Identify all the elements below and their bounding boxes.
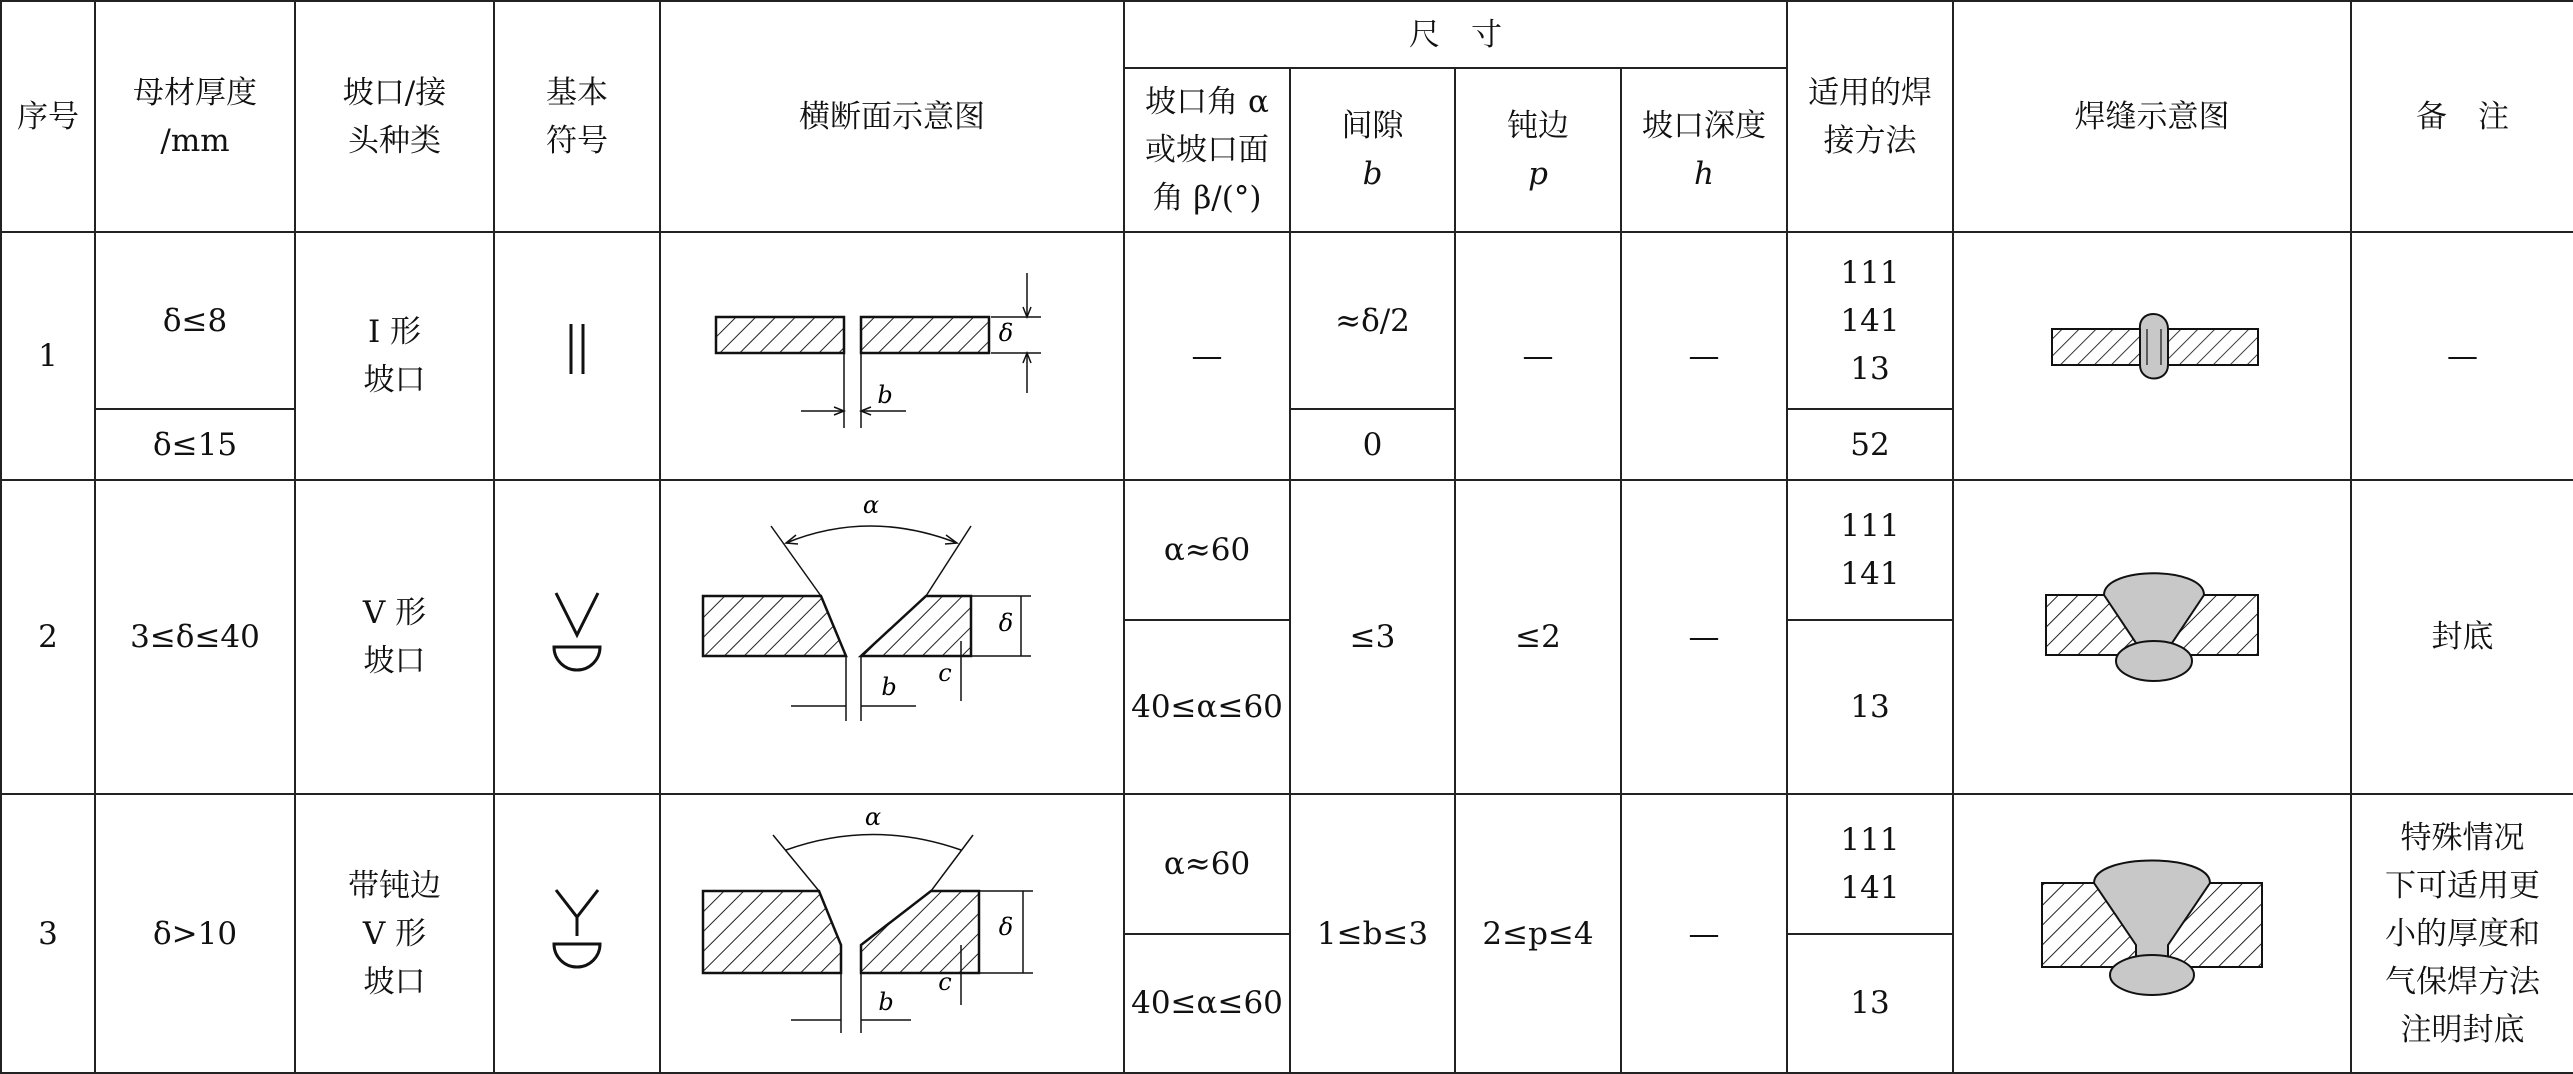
row3-groove-type-line-0: 带钝边 — [348, 867, 441, 904]
row3-c-label: c — [938, 968, 952, 996]
row3-root-face: 2≤p≤4 — [1455, 794, 1621, 1073]
row3-weld-method-a-line-0: 111 — [1840, 821, 1900, 858]
header-groove-angle-line-1: 或坡口面 — [1145, 132, 1269, 168]
row3-thickness: δ>10 — [95, 794, 295, 1073]
header-basic-symbol — [494, 1, 660, 232]
row2-groove-type-line-1: 坡口 — [363, 643, 426, 679]
row2-seq: 2 — [1, 480, 95, 794]
row1-delta-label: δ — [998, 319, 1014, 347]
header-cross-section — [660, 1, 1124, 232]
header-thickness-line-0: 母材厚度 — [133, 74, 257, 111]
header-groove-type — [295, 1, 494, 232]
row3-remark-line-1: 下可适用更 — [2385, 867, 2540, 904]
row3-remark-line-3: 气保焊方法 — [2385, 963, 2540, 1000]
header-basic-symbol-line-0: 基本 — [546, 74, 608, 111]
header-groove-depth-line-0: 坡口深度 — [1642, 108, 1766, 144]
header-groove-depth — [1621, 68, 1787, 232]
header-root-face-line-1: p — [1528, 156, 1548, 192]
row2-weld-sketch — [1953, 480, 2351, 794]
row2-remark: 封底 — [2351, 480, 2573, 794]
row2-b-label: b — [881, 673, 897, 701]
row1-groove-angle: — — [1124, 232, 1290, 480]
row1-gap-b: 0 — [1290, 409, 1455, 480]
header-root-face — [1455, 68, 1621, 232]
row2-weld-diagram — [1954, 481, 2351, 779]
row1-weld-method-a — [1787, 232, 1953, 409]
row3-groove-angle-b: 40≤α≤60 — [1124, 934, 1290, 1074]
row2-c-label: c — [938, 659, 952, 687]
header-groove-angle-line-2: 角 β/(°) — [1152, 180, 1262, 216]
row2-weld-method-a — [1787, 480, 1953, 620]
header-weld-method-line-1: 接方法 — [1823, 122, 1917, 159]
row3-gap: 1≤b≤3 — [1290, 794, 1455, 1073]
row1-weld-diagram — [1954, 233, 2351, 465]
header-thickness — [95, 1, 295, 232]
row2-groove-angle-b: 40≤α≤60 — [1124, 620, 1290, 794]
row3-seq: 3 — [1, 794, 95, 1073]
row1-groove-type-line-0: I 形 — [367, 314, 422, 350]
header-groove-type-line-1: 头种类 — [348, 122, 441, 159]
row1-gap-a: ≈δ/2 — [1290, 232, 1455, 409]
header-groove-angle — [1124, 68, 1290, 232]
row3-weld-method-b — [1787, 934, 1953, 1074]
header-weld-sketch — [1953, 1, 2351, 232]
row3-remark-line-4: 注明封底 — [2400, 1011, 2525, 1048]
row2-weld-method-b — [1787, 620, 1953, 794]
row2-section-diagram — [661, 481, 1124, 779]
row2-basic-symbol — [494, 480, 660, 794]
header-gap-line-1: b — [1362, 156, 1383, 192]
row2-delta-label: δ — [998, 609, 1014, 637]
row3-weld-method-a-line-1: 141 — [1840, 869, 1900, 906]
row3-cross-section — [660, 794, 1124, 1073]
row3-remark-line-0: 特殊情况 — [2400, 819, 2525, 856]
row1-seq: 1 — [1, 232, 95, 480]
row3-groove-angle-a: α≈60 — [1124, 794, 1290, 934]
row3-weld-method-a — [1787, 794, 1953, 934]
row1-basic-symbol — [494, 232, 660, 480]
row1-groove-depth: — — [1621, 232, 1787, 480]
row2-weld-method-a-line-0: 111 — [1840, 507, 1900, 544]
row3-weld-method-b-line-0: 13 — [1850, 985, 1890, 1022]
row3-groove-type-line-1: V 形 — [362, 915, 427, 952]
row3-alpha-label: α — [864, 803, 882, 831]
row1-weld-method-a-line-0: 111 — [1840, 254, 1900, 291]
row2-groove-type-line-0: V 形 — [362, 595, 427, 631]
row1-cross-section — [660, 232, 1124, 480]
row3-weld-diagram — [1954, 795, 2351, 1058]
header-weld-sketch-line-0: 焊缝示意图 — [2074, 98, 2230, 135]
v-groove-backing-symbol — [542, 575, 612, 685]
row2-weld-method-a-line-1: 141 — [1840, 555, 1900, 592]
i-groove-symbol — [547, 309, 607, 389]
row3-weld-sketch — [1953, 794, 2351, 1073]
row2-thickness: 3≤δ≤40 — [95, 480, 295, 794]
row1-groove-type-line-1: 坡口 — [363, 362, 426, 398]
row3-section-diagram — [661, 795, 1124, 1058]
header-dimension: 尺 寸 — [1124, 1, 1787, 68]
row1-weld-sketch — [1953, 232, 2351, 480]
row1-groove-type — [295, 232, 494, 480]
row1-weld-method-b-line-0: 52 — [1850, 426, 1890, 463]
row2-alpha-label: α — [862, 491, 880, 519]
row1-root-face: — — [1455, 232, 1621, 480]
header-basic-symbol-line-1: 符号 — [546, 122, 608, 159]
row2-cross-section — [660, 480, 1124, 794]
row3-basic-symbol — [494, 794, 660, 1073]
header-cross-section-line-0: 横断面示意图 — [799, 98, 985, 135]
header-weld-method-line-0: 适用的焊 — [1808, 74, 1932, 111]
row2-groove-type — [295, 480, 494, 794]
header-root-face-line-0: 钝边 — [1507, 108, 1569, 144]
row1-weld-method-b — [1787, 409, 1953, 480]
header-groove-angle-line-0: 坡口角 α — [1145, 84, 1269, 120]
row3-groove-type-line-2: 坡口 — [363, 963, 426, 1000]
header-thickness-line-1: /mm — [160, 122, 230, 159]
row1-remark: — — [2351, 232, 2573, 480]
header-groove-depth-line-1: h — [1694, 156, 1714, 192]
row1-section-diagram — [661, 233, 1124, 465]
header-gap-line-0: 间隙 — [1341, 108, 1404, 144]
row1-thickness-b: δ≤15 — [95, 409, 295, 480]
header-seq — [1, 1, 95, 232]
row1-b-label: b — [877, 381, 893, 409]
row1-weld-method-a-line-1: 141 — [1840, 302, 1900, 339]
row3-groove-type — [295, 794, 494, 1073]
row3-remark — [2351, 794, 2573, 1073]
row2-gap: ≤3 — [1290, 480, 1455, 794]
row2-groove-depth: — — [1621, 480, 1787, 794]
row2-root-face: ≤2 — [1455, 480, 1621, 794]
row2-groove-angle-a: α≈60 — [1124, 480, 1290, 620]
y-groove-backing-symbol — [542, 872, 612, 982]
header-groove-type-line-0: 坡口/接 — [342, 74, 447, 111]
row1-thickness-a: δ≤8 — [95, 232, 295, 409]
row2-weld-method-b-line-0: 13 — [1850, 688, 1890, 725]
header-remark-line-0: 备 注 — [2416, 98, 2509, 135]
row3-b-label: b — [878, 988, 894, 1016]
header-seq-line-0: 序号 — [17, 98, 79, 135]
header-gap — [1290, 68, 1455, 232]
row3-delta-label: δ — [998, 913, 1014, 941]
row3-remark-line-2: 小的厚度和 — [2385, 915, 2540, 952]
header-weld-method — [1787, 1, 1953, 232]
header-remark — [2351, 1, 2573, 232]
row1-weld-method-a-line-2: 13 — [1850, 350, 1890, 387]
row3-groove-depth: — — [1621, 794, 1787, 1073]
